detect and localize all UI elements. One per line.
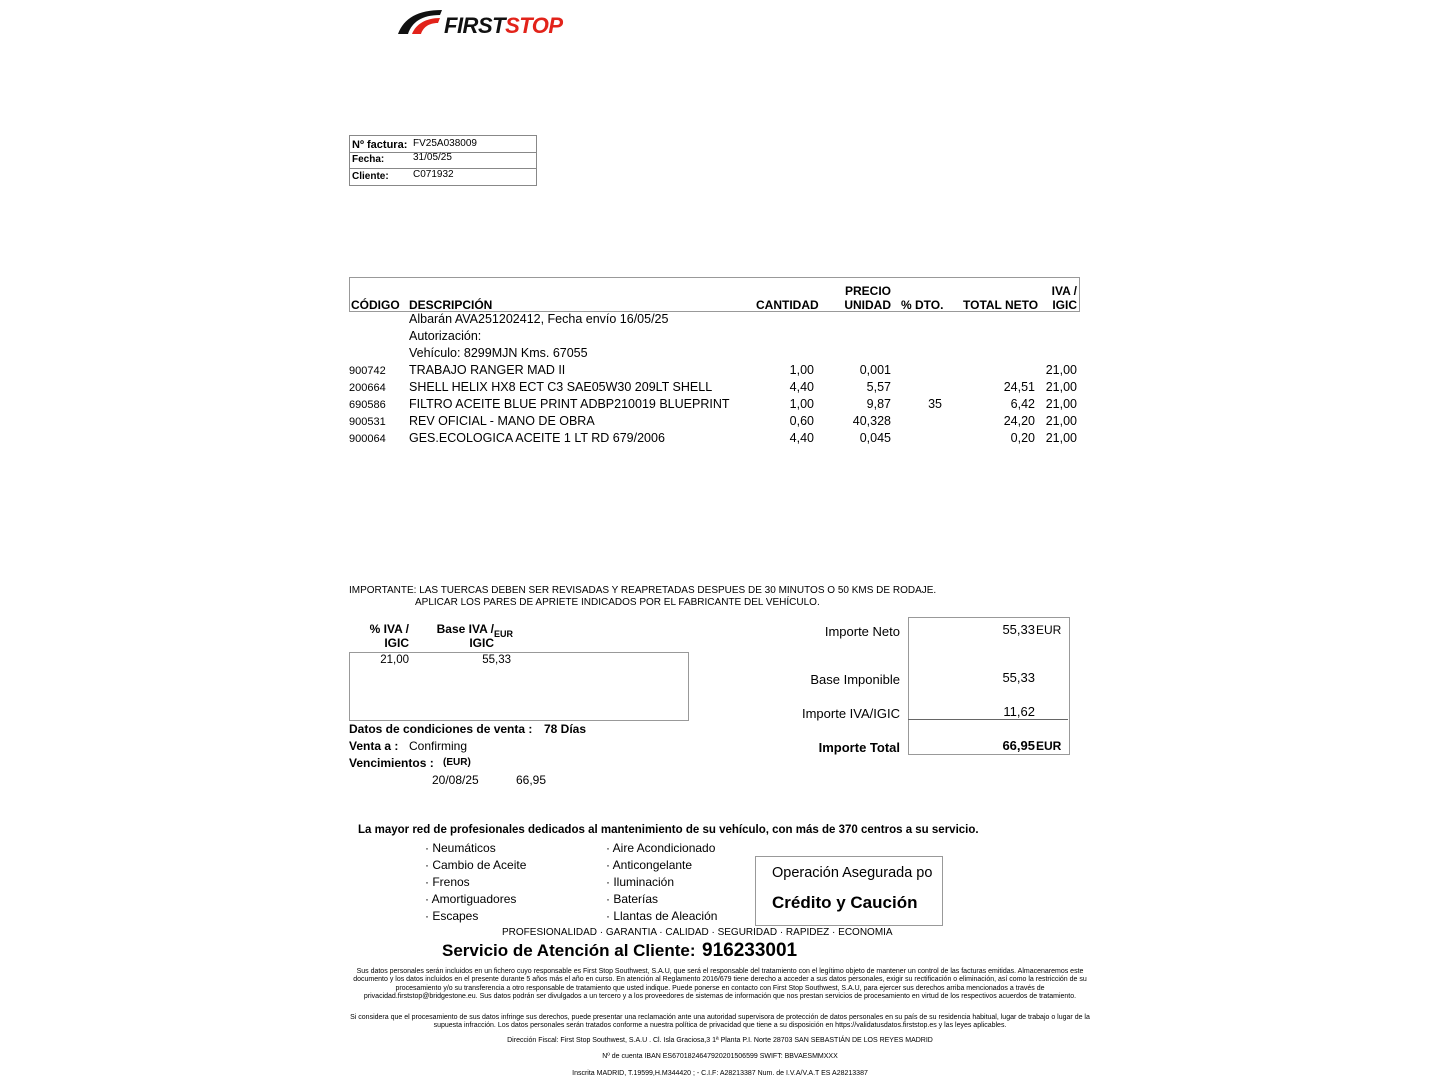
vat-summary-rate-header — [360, 622, 409, 650]
service-item: · Baterías — [606, 892, 659, 906]
fiscal-address: Dirección Fiscal: First Stop Southwest, S.A.U . Cl. Isla Graciosa,3 1ª Planta P.I. Norte 28703 SAN SEBASTIÁN DE LOS REYES MADRID — [507, 1037, 933, 1044]
row-code: 900064 — [349, 433, 386, 445]
payment-method-value: Confirming — [409, 739, 468, 753]
invoice-date-label: Fecha: — [352, 154, 385, 165]
service-item: · Frenos — [425, 875, 470, 889]
row-vat-rate: 21,00 — [1045, 431, 1077, 445]
values-line: PROFESIONALIDAD · GARANTIA · CALIDAD · SEGURIDAD · RAPIDEZ · ECONOMIA — [502, 927, 893, 938]
col-code-header: CÓDIGO — [351, 298, 400, 312]
row-description: SHELL HELIX HX8 ECT C3 SAE05W30 209LT SHELL — [409, 380, 713, 394]
vat-summary-base-header-line2: IGIC — [469, 636, 494, 650]
notice-line-2: APLICAR LOS PARES DE APRIETE INDICADOS POR EL FABRICANTE DEL VEHÍCULO. — [415, 597, 820, 608]
row-description: TRABAJO RANGER MAD II — [409, 363, 566, 377]
row-unit-price: 9,87 — [866, 397, 891, 411]
col-vat-header-line1: IVA / — [1051, 284, 1077, 298]
col-total-header: TOTAL NETO — [963, 298, 1039, 312]
row-net-total: 24,20 — [1003, 414, 1035, 428]
brand-wordmark — [444, 13, 563, 39]
privacy-complaint: Si considera que el procesamiento de sus datos infringe sus derechos, puede presentar una reclamación ante una autoridad supervisora de protección de datos personales en su país de su residencia habitual, lugar de trabajo o lugar de la supuesta infracción. Los datos personales serán tratados conforme a nuestra política de privacidad que tiene a su disposición en https://validatusdatos.firststop.es y las leyes aplicables. — [350, 1014, 1090, 1030]
sale-conditions-value: 78 Días — [544, 722, 587, 736]
row-description: FILTRO ACEITE BLUE PRINT ADBP210019 BLUEPRINT — [409, 397, 730, 411]
row-description: REV OFICIAL - MANO DE OBRA — [409, 414, 595, 428]
firststop-swoosh-icon — [396, 6, 446, 36]
bank-account: Nº de cuenta IBAN ES6701824647920201506599 SWIFT: BBVAESMMXXX — [602, 1053, 838, 1060]
credit-insurance-line1: Operación Asegurada po — [772, 865, 933, 881]
row-quantity: 1,00 — [789, 397, 814, 411]
row-net-total: 24,51 — [1003, 380, 1035, 394]
brand-wordmark-first: FIRST — [444, 13, 506, 38]
firststop-logo — [396, 4, 576, 38]
row-code: 690586 — [349, 399, 386, 411]
invoice-date-row — [350, 152, 536, 169]
row-unit-price: 0,001 — [859, 363, 891, 377]
vat-summary-rate: 21,00 — [380, 654, 409, 666]
row-quantity: 1,00 — [789, 363, 814, 377]
col-discount-header: % DTO. — [901, 298, 944, 312]
row-code: 900531 — [349, 416, 386, 428]
vat-summary-currency: EUR — [494, 629, 514, 639]
company-registry: Inscrita MADRID, T.19599,H.M344420 ; - C.I.F: A28213387 Num. de I.V.A/V.A.T ES A28213387 — [572, 1070, 868, 1077]
notice-line-1: IMPORTANTE: LAS TUERCAS DEBEN SER REVISADAS Y REAPRETADAS DESPUES DE 30 MINUTOS O 50 KMS DE RODAJE. — [349, 585, 937, 596]
col-price-header-line2: UNIDAD — [844, 298, 891, 312]
col-description-header: DESCRIPCIÓN — [409, 298, 493, 312]
services-headline: La mayor red de profesionales dedicados al mantenimiento de su vehículo, con más de 370 centros a su servicio. — [358, 824, 979, 836]
taxable-base-label: Base Imponible — [810, 672, 900, 687]
vehicle-line: Vehículo: 8299MJN Kms. 67055 — [409, 346, 588, 360]
col-vat-header — [1040, 284, 1077, 312]
due-dates-label: Vencimientos : — [349, 756, 434, 770]
service-item: · Escapes — [425, 909, 479, 923]
sale-conditions-label: Datos de condiciones de venta : — [349, 722, 533, 736]
row-net-total: 6,42 — [1010, 397, 1035, 411]
totals-divider — [908, 719, 1068, 720]
vat-summary-base-header — [428, 622, 494, 650]
total-amount: 66,95 — [1002, 738, 1035, 753]
credit-insurance-line2: Crédito y Caución — [772, 893, 918, 912]
row-quantity: 0,60 — [789, 414, 814, 428]
delivery-note-line: Albarán AVA251202412, Fecha envío 16/05/25 — [409, 312, 669, 326]
row-code: 200664 — [349, 382, 386, 394]
totals-box — [908, 617, 1070, 755]
col-quantity-header: CANTIDAD — [756, 298, 819, 312]
due-date: 20/08/25 — [432, 773, 479, 787]
row-discount: 35 — [928, 397, 942, 411]
row-unit-price: 0,045 — [859, 431, 891, 445]
privacy-notice: Sus datos personales serán incluidos en un fichero cuyo responsable es First Stop Southwest, S.A.U, que será el responsable del tratamiento con el legítimo objeto de mantener un control de las facturas emitidas. Almacenaremos este documento y los datos incluidos en el presente durante 5 años más el año en curso. En atención al Reglamento 2016/679 tiene derecho a acceder a sus datos personales, exigir su rectificación o eliminación, así como la restricción de su procesamiento y/o su transferencia a otro responsable de tratamiento que usted indique. Puede ponerse en contacto con First Stop Southwest, S.A.U, para ejercer sus derechos arriba mencionados a través de privacidad.firststop@bridgestone.eu. Sus datos podrán ser divulgados a un tercero y a los proveedores de sistemas de información que nos prestan servicios de procesamiento en virtud de los respectivos acuerdos de tratamiento. — [353, 968, 1087, 1000]
due-amount: 66,95 — [516, 773, 547, 787]
total-amount-label: Importe Total — [818, 740, 900, 755]
customer-service-label: Servicio de Atención al Cliente: — [442, 941, 696, 960]
vat-amount-label: Importe IVA/IGIC — [801, 706, 900, 721]
col-price-header — [830, 284, 891, 312]
row-vat-rate: 21,00 — [1045, 363, 1077, 377]
invoice-number-label: Nº factura: — [352, 139, 408, 151]
service-item: · Aire Acondicionado — [606, 841, 716, 855]
row-vat-rate: 21,00 — [1045, 380, 1077, 394]
customer-service-phone: 916233001 — [702, 940, 798, 961]
service-item: · Iluminación — [606, 875, 675, 889]
invoice-number: FV25A038009 — [413, 138, 477, 149]
invoice-client-row — [350, 168, 536, 184]
row-code: 900742 — [349, 365, 386, 377]
taxable-base: 55,33 — [1002, 670, 1035, 685]
brand-wordmark-stop: STOP — [505, 13, 563, 38]
service-item: · Amortiguadores — [425, 892, 517, 906]
row-net-total: 0,20 — [1010, 431, 1035, 445]
row-vat-rate: 21,00 — [1045, 414, 1077, 428]
due-dates-currency: (EUR) — [443, 757, 471, 768]
vat-summary-rate-header-line2: IGIC — [384, 636, 409, 650]
invoice-number-row — [350, 136, 536, 153]
row-unit-price: 5,57 — [866, 380, 891, 394]
net-amount: 55,33 — [1002, 622, 1035, 637]
service-item: · Neumáticos — [425, 841, 496, 855]
total-amount-currency: EUR — [1036, 739, 1062, 753]
row-vat-rate: 21,00 — [1045, 397, 1077, 411]
vat-summary-base: 55,33 — [482, 654, 511, 666]
vat-summary-rate-header-line1: % IVA / — [369, 622, 409, 636]
invoice-client: C071932 — [413, 169, 454, 180]
vat-amount: 11,62 — [1003, 704, 1035, 719]
payment-method-label: Venta a : — [349, 739, 399, 753]
invoice-client-label: Cliente: — [352, 171, 389, 182]
service-item: · Cambio de Aceite — [425, 858, 527, 872]
authorization-line: Autorización: — [409, 329, 482, 343]
vat-summary-base-header-line1: Base IVA / — [436, 622, 494, 636]
row-quantity: 4,40 — [789, 380, 814, 394]
row-quantity: 4,40 — [789, 431, 814, 445]
row-unit-price: 40,328 — [852, 414, 891, 428]
invoice-header-box — [349, 135, 537, 186]
invoice-date: 31/05/25 — [413, 152, 452, 163]
service-item: · Llantas de Aleación — [606, 909, 718, 923]
col-price-header-line1: PRECIO — [844, 284, 891, 298]
col-vat-header-line2: IGIC — [1052, 298, 1077, 312]
service-item: · Anticongelante — [606, 858, 693, 872]
row-description: GES.ECOLOGICA ACEITE 1 LT RD 679/2006 — [409, 431, 665, 445]
net-amount-currency: EUR — [1036, 623, 1062, 637]
net-amount-label: Importe Neto — [824, 624, 900, 639]
